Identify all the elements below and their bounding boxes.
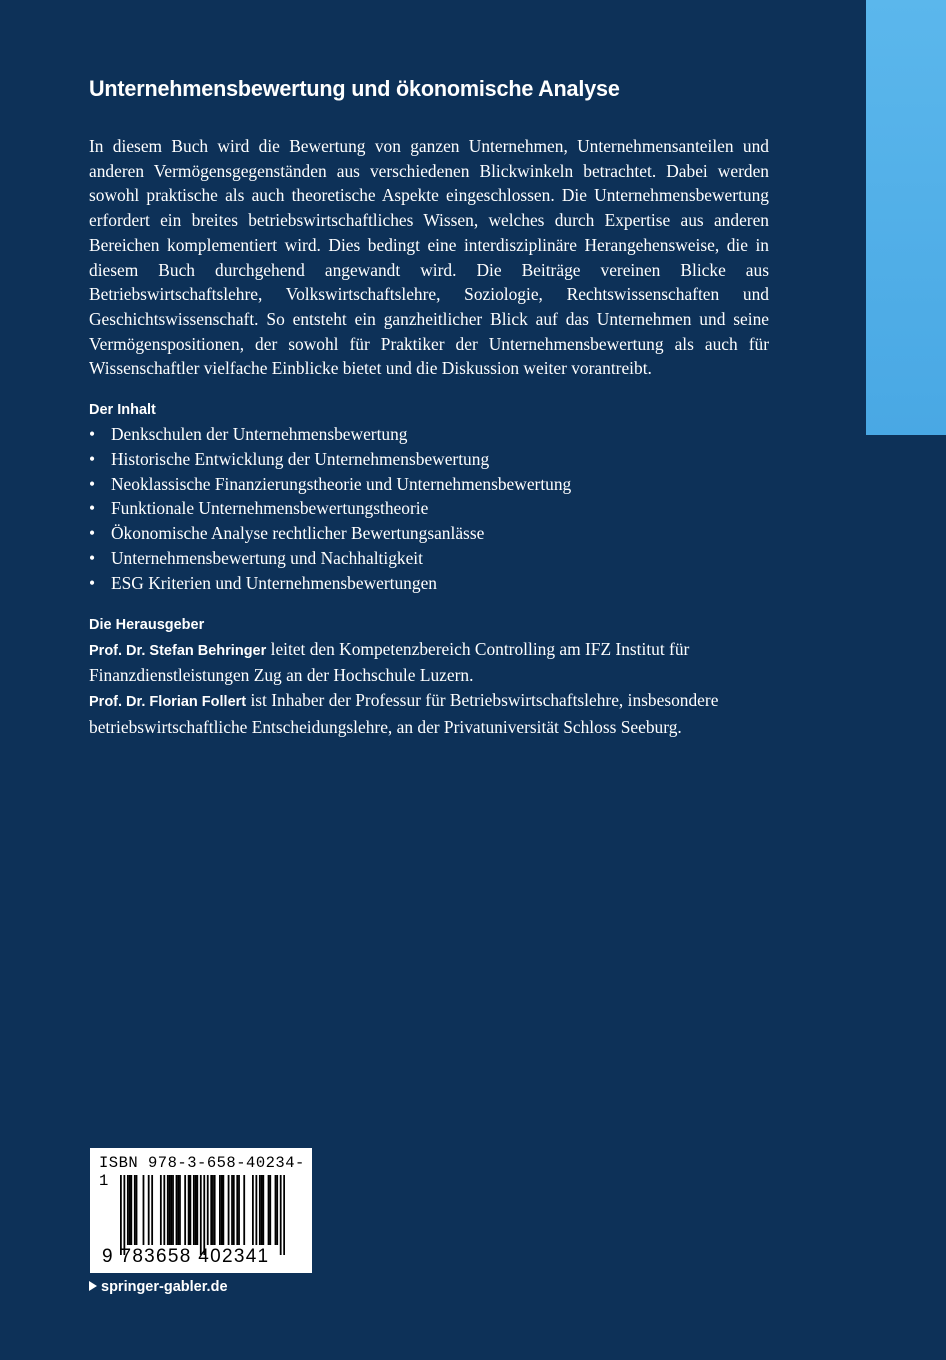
- barcode-bar: [172, 1175, 174, 1245]
- barcode-bar: [276, 1175, 278, 1245]
- contents-heading: Der Inhalt: [89, 402, 156, 419]
- barcode-bar: [269, 1175, 271, 1245]
- editor-bio: [89, 637, 769, 689]
- bullet-icon: •: [89, 498, 96, 519]
- barcode-bar: [143, 1175, 145, 1245]
- list-item: • Neoklassische Finanzierungstheorie und Unternehmensbewertung: [89, 472, 769, 497]
- barcode-bar: [275, 1175, 277, 1245]
- book-description: In diesem Buch wird die Bewertung von ganzen Unternehmen, Unternehmensanteilen und anderen Vermögensgegenständen aus verschiedenen Blickwinkeln betrachtet. Dabei werden sowohl praktische als auch theoretische Aspekte eingeschlossen. Die Unternehmensbewertung erfordert ein breites betriebswirtschaftliches Wissen, welches durch Expertise aus anderen Bereichen komplementiert wird. Dies bedingt eine interdisziplinäre Herangehensweise, die in diesem Buch durchgehend angewandt wird. Die Beiträge vereinen Blicke aus Betriebswirtschaftslehre, Volkswirtschaftslehre, Soziologie, Rechtswissenschaften und Geschichtswissenschaft. So entsteht ein ganzheitlicher Blick auf das Unternehmen und seine Vermögenspositionen, der sowohl für Praktiker der Unternehmensbewertung als auch für Wissenschaftler vielfache Einblicke bietet und die Diskussion weiter vorantreibt.: [89, 136, 769, 379]
- barcode-bar: [129, 1175, 131, 1245]
- isbn-barcode: [90, 1148, 312, 1273]
- barcode-bar: [193, 1175, 195, 1245]
- barcode-bar: [167, 1175, 169, 1245]
- list-item: • Historische Entwicklung der Unternehmensbewertung: [89, 447, 769, 472]
- barcode-bar: [200, 1175, 202, 1255]
- barcode-bar: [207, 1175, 209, 1245]
- barcode-bar: [222, 1175, 224, 1245]
- isbn-label: ISBN 978-3-658-40234-1: [99, 1154, 305, 1190]
- barcode-bar: [214, 1175, 216, 1245]
- barcode-bar: [151, 1175, 153, 1245]
- editor-name: Prof. Dr. Stefan Behringer: [89, 642, 267, 659]
- barcode-bar: [231, 1175, 233, 1245]
- arrow-icon: [89, 1281, 97, 1291]
- barcode-bar: [170, 1175, 172, 1245]
- barcode-bar: [163, 1175, 165, 1245]
- barcode-bar: [130, 1175, 132, 1245]
- barcode-bar: [252, 1175, 254, 1245]
- barcode-bar: [243, 1175, 245, 1245]
- barcode-bar: [283, 1175, 285, 1255]
- barcode-bar: [127, 1175, 129, 1245]
- barcode-bar: [179, 1175, 181, 1245]
- bullet-icon: •: [89, 424, 96, 445]
- barcode-bar: [123, 1175, 125, 1255]
- barcode-bar: [233, 1175, 235, 1245]
- barcode-bar: [177, 1175, 179, 1245]
- list-item: • ESG Kriterien und Unternehmensbewertungen: [89, 571, 769, 596]
- barcode-bar: [148, 1175, 150, 1245]
- barcode-bar: [134, 1175, 136, 1245]
- barcode-bar: [259, 1175, 261, 1245]
- list-item: • Denkschulen der Unternehmensbewertung: [89, 422, 769, 447]
- website-link[interactable]: springer-gabler.de: [89, 1279, 228, 1295]
- barcode-bar: [268, 1175, 270, 1245]
- barcode-bar: [176, 1175, 178, 1245]
- barcode-bar: [188, 1175, 190, 1245]
- barcode-bar: [210, 1175, 212, 1245]
- barcode-bar: [169, 1175, 171, 1245]
- barcode-bar: [120, 1175, 122, 1255]
- editors-heading: Die Herausgeber: [89, 616, 205, 633]
- barcode-bar: [219, 1175, 221, 1245]
- barcode-bar: [236, 1175, 238, 1245]
- barcode-bar: [184, 1175, 186, 1245]
- list-item: • Funktionale Unternehmensbewertungstheorie: [89, 496, 769, 521]
- list-item: • Ökonomische Analyse rechtlicher Bewertungsanlässe: [89, 521, 769, 546]
- barcode-bar: [221, 1175, 223, 1245]
- bullet-icon: •: [89, 548, 96, 569]
- bullet-icon: •: [89, 523, 96, 544]
- back-cover-content: [89, 74, 769, 740]
- bullet-icon: •: [89, 473, 96, 494]
- barcode-bar: [160, 1175, 162, 1245]
- barcode-bar: [189, 1175, 191, 1245]
- barcode-digits: 9 783658 402341: [102, 1246, 270, 1267]
- barcode-bar: [195, 1175, 197, 1245]
- list-item: • Unternehmensbewertung und Nachhaltigkeit: [89, 546, 769, 571]
- editor-text: ist Inhaber der Professur für Betriebswirtschaftslehre, insbesondere betriebswirtschaftliche Entscheidungslehre, an der Privatuniversität Schloss Seeburg.: [89, 690, 719, 737]
- editor-bio: [89, 688, 769, 740]
- barcode-bar: [261, 1175, 263, 1245]
- contents-list: [89, 422, 769, 596]
- bullet-icon: •: [89, 448, 96, 469]
- book-title: Unternehmensbewertung und ökonomische Analyse: [89, 76, 620, 101]
- barcode-bar: [136, 1175, 138, 1245]
- editor-text: leitet den Kompetenzbereich Controlling am IFZ Institut für Finanzdienstleistungen Zug an der Hochschule Luzern.: [89, 638, 690, 686]
- barcode-bar: [228, 1175, 230, 1245]
- barcode-bar: [255, 1175, 257, 1245]
- barcode-bar: [280, 1175, 282, 1255]
- bullet-icon: •: [89, 572, 96, 593]
- barcode-bar: [196, 1175, 198, 1245]
- barcode-bar: [238, 1175, 240, 1245]
- barcode-bar: [262, 1175, 264, 1245]
- barcode-bar: [212, 1175, 214, 1245]
- editor-name: Prof. Dr. Florian Follert: [89, 694, 247, 711]
- accent-bar: [866, 0, 946, 435]
- barcode-bar: [203, 1175, 205, 1255]
